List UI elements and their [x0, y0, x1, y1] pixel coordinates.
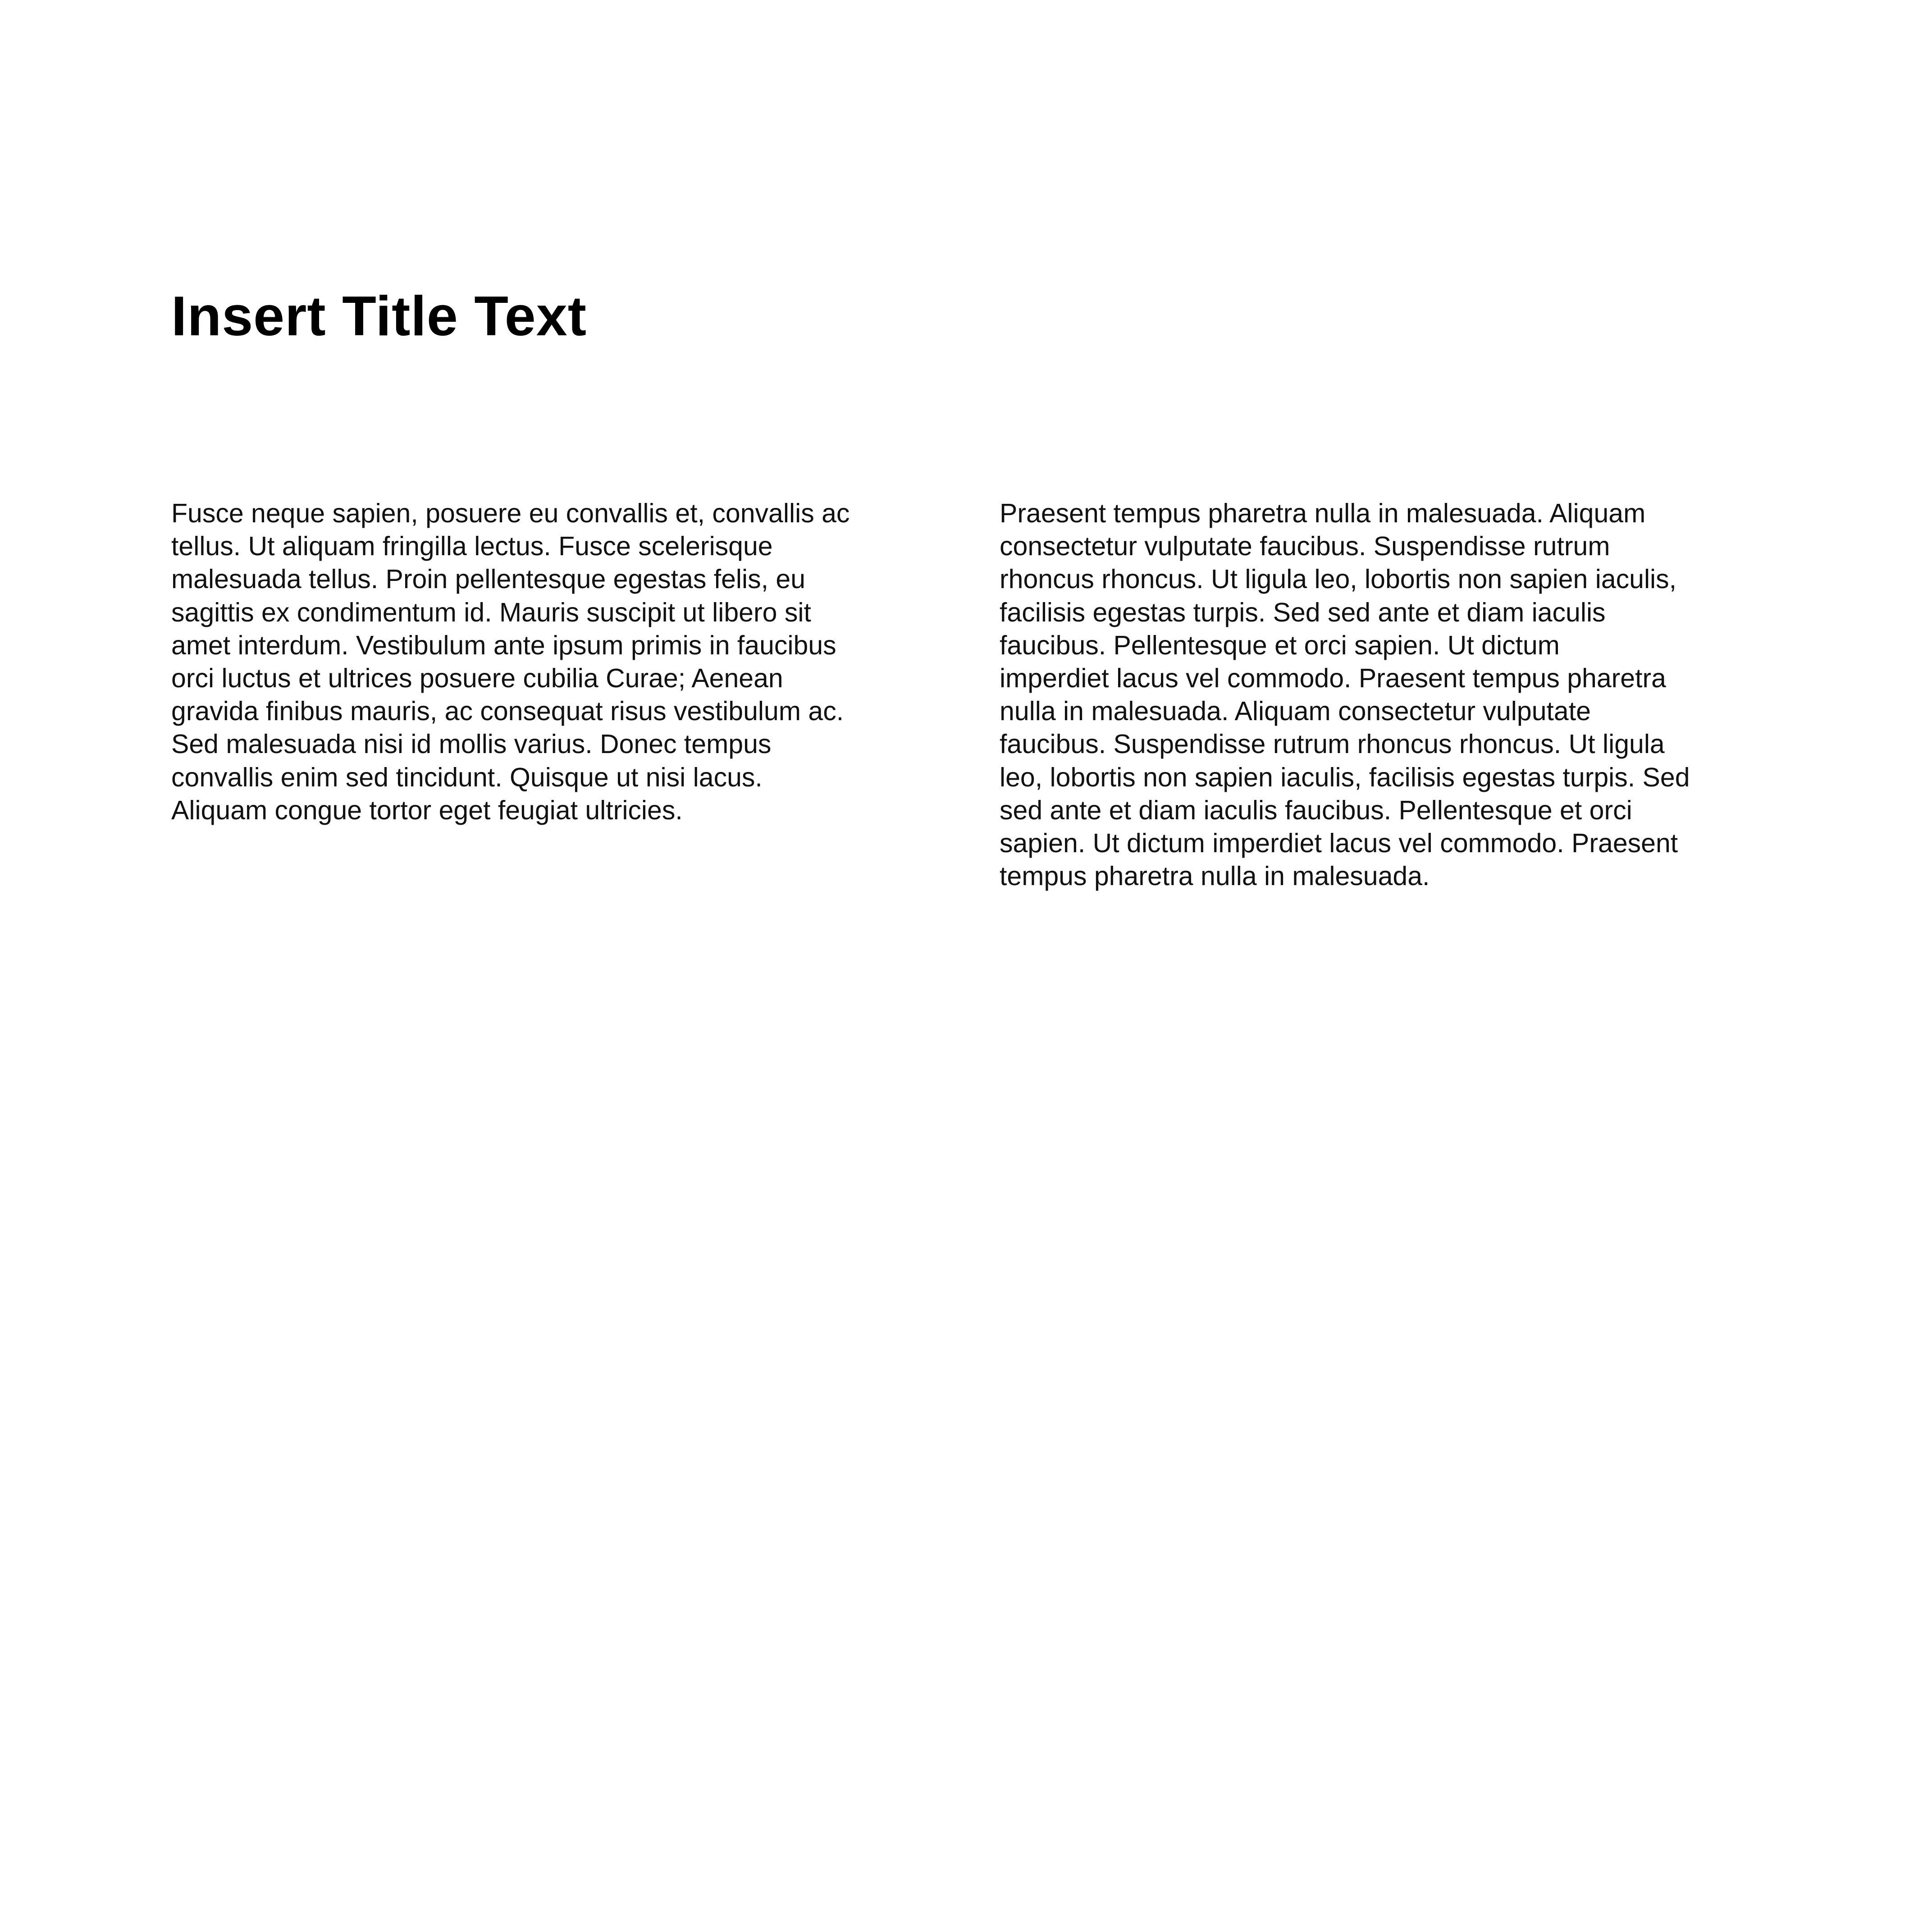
text-line: faucibus. Suspendisse rutrum rhoncus rhoncus. Ut ligula: [1000, 729, 1665, 759]
text-line: nulla in malesuada. Aliquam consectetur vulputate: [1000, 696, 1591, 726]
text-line: convallis enim sed tincidunt. Quisque ut nisi lacus.: [171, 762, 763, 792]
text-line: tempus pharetra nulla in malesuada.: [1000, 861, 1430, 891]
text-line: facilisis egestas turpis. Sed sed ante et diam iaculis: [1000, 597, 1606, 627]
page-title: Insert Title Text: [171, 285, 587, 348]
text-line: imperdiet lacus vel commodo. Praesent tempus pharetra: [1000, 663, 1666, 694]
text-line: faucibus. Pellentesque et orci sapien. Ut dictum: [1000, 630, 1560, 660]
text-line: Sed malesuada nisi id mollis varius. Donec tempus: [171, 729, 772, 759]
body-column-left: [171, 497, 850, 827]
text-line: tellus. Ut aliquam fringilla lectus. Fusce scelerisque: [171, 531, 773, 562]
text-line: sed ante et diam iaculis faucibus. Pellentesque et orci: [1000, 795, 1632, 825]
text-line: malesuada tellus. Proin pellentesque egestas felis, eu: [171, 564, 806, 594]
text-line: orci luctus et ultrices posuere cubilia Curae; Aenean: [171, 663, 783, 694]
body-column-right: [1000, 497, 1690, 893]
text-line: Aliquam congue tortor eget feugiat ultricies.: [171, 795, 683, 825]
text-line: consectetur vulputate faucibus. Suspendisse rutrum: [1000, 531, 1610, 562]
text-line: sagittis ex condimentum id. Mauris suscipit ut libero sit: [171, 597, 811, 627]
text-line: gravida finibus mauris, ac consequat risus vestibulum ac.: [171, 696, 844, 726]
text-line: amet interdum. Vestibulum ante ipsum primis in faucibus: [171, 630, 836, 660]
text-line: leo, lobortis non sapien iaculis, facilisis egestas turpis. Sed: [1000, 762, 1690, 792]
text-line: Fusce neque sapien, posuere eu convallis et, convallis ac: [171, 498, 850, 528]
text-line: Praesent tempus pharetra nulla in malesuada. Aliquam: [1000, 498, 1646, 528]
text-line: sapien. Ut dictum imperdiet lacus vel commodo. Praesent: [1000, 828, 1678, 859]
text-line: rhoncus rhoncus. Ut ligula leo, lobortis non sapien iaculis,: [1000, 564, 1677, 594]
